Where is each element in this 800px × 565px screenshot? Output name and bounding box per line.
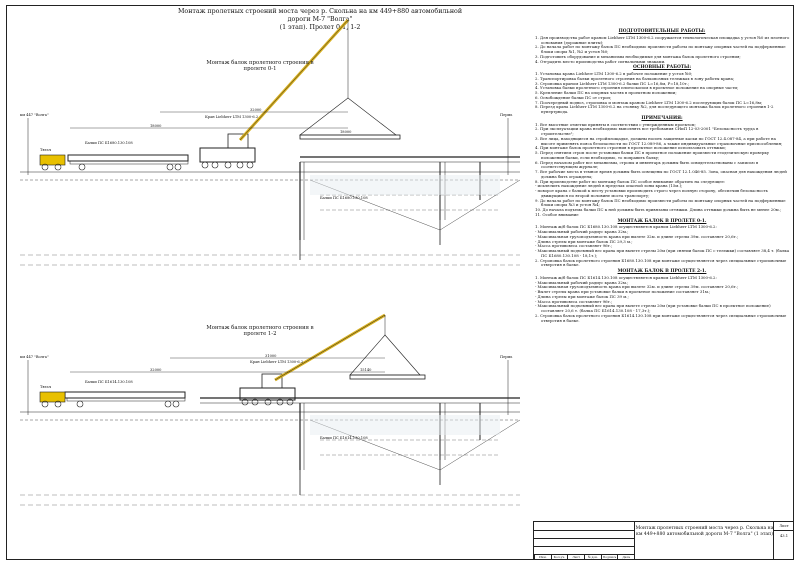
mount2-item: 1. Монтаж ж/б балок ПС Б1614.130.108 осуществляется краном Liebherr LTM 1300-6.2: (535, 274, 717, 280)
trailer-beam-2 (65, 392, 185, 398)
mount1-heading: МОНТАЖ БАЛОК В ПРОЛЕТЕ 0-1. (617, 218, 707, 224)
remark-item: 9. До начала работ по монтажу балок ПС необходимо произвести работы по монтажу опорных частей на подферменные блоки опоры №3 и устоя №4; (535, 197, 786, 208)
scheme2-crane-label: Кран Liebherr LTM 1300-6.2 (250, 360, 304, 364)
sheet-value: 43.1 (779, 534, 788, 538)
stamp-col: Кол.уч. (551, 554, 568, 560)
scheme1-crane-label: Кран Liebherr LTM 1300-6.2 (205, 115, 259, 119)
crane-body-1 (200, 148, 255, 162)
notes-column (533, 28, 791, 323)
truck-2 (40, 392, 65, 402)
main-heading: ОСНОВНЫЕ РАБОТЫ: (633, 65, 691, 71)
mount2-item: - Максимальный подъемный вес крана при вылете стрелы 20м (при установке балки ПС в проектное положение) составляет 20,6 т. (балка ПС Б1614.130.108 - 17,3т.); (535, 303, 771, 313)
mount1-item: 1. Монтаж ж/б балок ПС Б1680.130.108 осуществляется краном Liebherr LTM 1300-6.2: (535, 224, 717, 230)
remark-item: 4. При монтаже балок пролетного строения в проектное положение использовать оттяжки; (535, 145, 726, 151)
scheme2-dim-span: 31000 (265, 354, 277, 358)
remark-item: 3. Все лица, находящиеся на стройплощадке, должны носить защитные каски по ГОСТ 12.4.087-84, а при работе на высоте применять пояса безопасности по ГОСТ 12.089-86, а также индивидуальные страховочные приспособления; (535, 135, 783, 146)
mount2-item: 2. Строповка балок пролетного строения Б1614.130.108 при монтаже осуществляется через специальные строповочные отверстия в балке. (535, 312, 787, 323)
main-item: 1. Установка крана Liebherr LTM 1300-6.2 в рабочее положение у устоя №0; (535, 71, 693, 76)
stamp-title: Монтаж пролетных строений моста через р. Скольна на км 449+880 автомобильной дороги М-7 "Волга" (1 этап) (634, 522, 774, 560)
scheme1-dim-span: 32000 (250, 108, 262, 112)
stamp-col: Дата (617, 554, 634, 560)
main-item: 4. Установка балки пролетного строения плитоскопом в проектное положение на опорные части; (535, 85, 739, 91)
scheme1-left-mark: км 447 "Волга" (20, 113, 49, 117)
main-item: 6. Освобождение балки ПС от строп; (535, 94, 612, 100)
mount2-item: - Максимальный рабочий радиус крана 32м.; (535, 279, 629, 285)
mount1-item: - Максимальный рабочий радиус крана 32м.; (535, 229, 629, 234)
remark-item: 7. Все рабочие места в темное время должны быть освещены по ГОСТ 12.1.046-85. Зона, опасная для нахождения людей должна быть ограждена; (535, 169, 787, 179)
sheet-number (773, 522, 794, 560)
title-line1: Монтаж пролетных строений моста через р. Скольна на км 449+880 автомобильной дороги М-7 "Волга" (177, 8, 463, 23)
mount2-heading: МОНТАЖ БАЛОК В ПРОЛЕТЕ 2-1. (617, 269, 707, 274)
prep-item: 2. До начала работ по монтажу балок ПС необходимо произвести работы по монтажу опорных частей на подферменные блоки опоры №1, №2 и устоя №0; (535, 44, 786, 54)
remark-item: - исключить нахождение людей в пределах опасной зоны крана (15м.); (535, 183, 683, 189)
scheme2-right-mark: Пермь (500, 355, 513, 359)
mount2-item: - Максимальная грузоподъемность крана при вылете 32м. и длине стрелы 39м. составляет 20,6т.; (535, 284, 739, 290)
truck-1 (40, 155, 65, 165)
scheme1-beam-label: Балки ПС Б1680.130.108 (85, 141, 133, 145)
stamp-col: Изм. (534, 554, 551, 560)
remark-item: 5. Перед снятием строп после установки балки ПС в проектное положение произвести геодезическую проверку положения балки, если необходимо, то поправить балку; (535, 150, 770, 160)
remark-item: - поворот крана с балкой к месту установки производить строго через полную сторону, обеспечив безопасность движущимся по второй половине моста транспорту; (535, 188, 768, 198)
prep-item: 1. Для производства работ краном Liebherr LTM 1300-6.2 сооружается технологическая площадка у устоя №0 из плотного основания (дорожные плиты); (535, 34, 790, 45)
prep-item: 4. Отградить место производства работ сигнальными знаками. (535, 58, 666, 64)
scheme1-pier-label: Балки ПС Б1680.130.108 (320, 196, 368, 200)
main-item: 5. Крепление балки ПС на опорных частях в проектном положении; (535, 90, 677, 95)
main-item: 3. Строповка краном Liebherr LTM 1300-6.2 балки ПС L=16,8м, P=18,10т.; (535, 80, 690, 86)
mount1-item: - Максимальный подъемный вес крана при вылете стрелы 20м (при снятии балок ПС с тележки) составляет 38,4 т. (балка ПС Б1680.130.108 - 18,1т.); (535, 248, 790, 258)
mount1-item: - Масса противовеса составляет 96т.; (535, 243, 613, 249)
scheme2-pier-label: Балки ПС Б1614.130.108 (320, 436, 368, 440)
main-item: 8. Перезд крана Liebherr LTM 1300-6.2 на стоянку №2, для последующего монтажа балок пролетного строения 1-2 пупертрвода. (535, 104, 774, 114)
mount1-item: - Максимальная грузоподъемность крана при вылете 32м. и длине стрелы 39м. составляет 20,6т.; (535, 233, 739, 239)
title-block (533, 521, 794, 560)
stamp-col: Подпись (601, 554, 618, 560)
remark-item: 10. До начала подъема балки ПС к ней должны быть привязаны оттяжки. Длина оттяжки должна быть не менее 20м.; (535, 207, 782, 212)
scheme2-tow-label: Тягач (40, 385, 52, 389)
stamp-columns (534, 554, 634, 560)
main-item: 7. Поочередный подвоз, строповка и монтаж краном Liebherr LTM 1300-6.2 последующих балок ПС L=16,8м; (535, 99, 763, 105)
scheme1-right-mark: Пермь (500, 113, 513, 117)
stamp-col: Лист (567, 554, 584, 560)
prep-item: 3. Подготовить оборудование и механизмы необходимые для монтажа балок пролетного строения; (535, 53, 741, 59)
sheet-label: Лист (774, 522, 794, 531)
mount2-item: - Вылет стрелы крана при установке балки в проектное положение составляет 31м.; (535, 289, 711, 294)
prep-heading: ПОДГОТОВИТЕЛЬНЫЕ РАБОТЫ: (618, 29, 706, 34)
scheme1-caption: Монтаж балок пролетного строения в пролете 0-1 (206, 60, 314, 73)
scheme1-beam-len: 18000 (340, 130, 352, 134)
scheme1-tow-label: Тягач (40, 148, 52, 152)
remark-item: 11. Особое внимание (535, 211, 579, 217)
mount2-item: - Длина стрелы при монтаже балок ПС 39 м.; (535, 293, 629, 299)
stamp-col: № док. (584, 554, 601, 560)
scheme2-beam-label: Балки ПС Б1614.130.108 (85, 380, 133, 384)
remark-item: 1. Все высотные отметки приняты в соответствии с утвержденным проектом; (535, 121, 696, 127)
scheme2-left-mark: км 447 "Волга" (20, 355, 49, 359)
remarks-heading: ПРИМЕЧАНИЯ: (641, 115, 683, 121)
mount1-item: - Длина стрелы при монтаже балок ПС 29,3 м.; (535, 238, 633, 244)
scheme2-beam-len: 15140 (360, 368, 372, 372)
mount2-item: - Масса противовеса составляет 96т.; (535, 298, 613, 304)
title-line2: (1 этап). Пролет 0-1, 1-2 (279, 24, 361, 31)
trailer-beam-1 (68, 155, 188, 161)
scheme2-dim-main: 32000 (150, 368, 162, 372)
remark-item: 8. При производстве работ по монтажу балок ПС особое внимание обратить на следующее: (535, 178, 726, 184)
scheme1-dim-main: 18000 (150, 124, 162, 128)
main-item: 2. Транспортировка балки пролетного строения на балковозных тележках в зону работы крана; (535, 75, 735, 81)
remark-item: 6. Перед началом работ все механизмы, стропы и инвентарь должны быть освидетельствованы с записью в соответствующем журнале; (535, 159, 759, 170)
remark-item: 2. При эксплуатации крана необходимо выполнять все требования СНиП 12-03-2001 "Безопасность труда в строительстве"; (535, 126, 759, 136)
mount1-item: 2. Строповка балок пролетного строения Б1680.130.108 при монтаже осуществляется через специальные строповочные отверстия в балке. (535, 257, 787, 268)
scheme2-caption: Монтаж балок пролетного строения в пролете 1-2 (206, 325, 314, 338)
